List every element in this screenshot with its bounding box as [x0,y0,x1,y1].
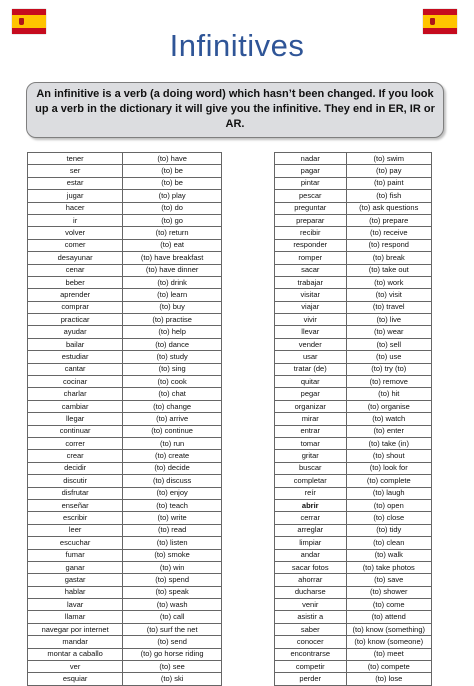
spanish-verb: tratar (de) [275,363,347,375]
english-translation: (to) read [123,524,222,536]
spanish-verb: sacar [275,264,347,276]
english-translation: (to) surf the net [123,623,222,635]
english-translation: (to) sing [123,363,222,375]
english-translation: (to) ask questions [346,202,432,214]
table-row [28,611,222,623]
english-translation: (to) smoke [123,549,222,561]
table-row [28,239,222,251]
english-translation: (to) teach [123,499,222,511]
spanish-verb: fumar [28,549,123,561]
spanish-verb: mirar [275,413,347,425]
spanish-verb: estudiar [28,351,123,363]
table-row [28,462,222,474]
table-row [28,413,222,425]
spanish-verb: comprar [28,301,123,313]
english-translation: (to) organise [346,400,432,412]
english-translation: (to) enjoy [123,487,222,499]
english-translation: (to) receive [346,227,432,239]
table-row [28,227,222,239]
table-row [275,648,432,660]
english-translation: (to) change [123,400,222,412]
english-translation: (to) spend [123,574,222,586]
spanish-verb: competir [275,661,347,673]
english-translation: (to) pay [346,165,432,177]
table-row [275,289,432,301]
table-row [275,499,432,511]
table-row [275,165,432,177]
english-translation: (to) study [123,351,222,363]
table-row [275,239,432,251]
spanish-verb: gastar [28,574,123,586]
spanish-verb: mandar [28,636,123,648]
table-row [275,425,432,437]
spanish-verb: arreglar [275,524,347,536]
spanish-verb: asistir a [275,611,347,623]
table-row [28,623,222,635]
table-row [28,524,222,536]
english-translation: (to) tidy [346,524,432,536]
table-row [28,499,222,511]
table-row [275,264,432,276]
english-translation: (to) eat [123,239,222,251]
table-row [275,549,432,561]
spanish-verb: ahorrar [275,574,347,586]
english-translation: (to) wear [346,326,432,338]
english-translation: (to) complete [346,475,432,487]
english-translation: (to) dance [123,338,222,350]
table-row [28,264,222,276]
english-translation: (to) swim [346,153,432,165]
english-translation: (to) remove [346,376,432,388]
spanish-verb: trabajar [275,276,347,288]
table-row [28,512,222,524]
table-row [275,661,432,673]
spanish-verb: enseñar [28,499,123,511]
spanish-verb: disfrutar [28,487,123,499]
english-translation: (to) know (something) [346,623,432,635]
spanish-verb: recibir [275,227,347,239]
spanish-verb: decidir [28,462,123,474]
english-translation: (to) learn [123,289,222,301]
english-translation: (to) close [346,512,432,524]
table-row [28,153,222,165]
spanish-verb: pagar [275,165,347,177]
vocab-table-right [274,152,432,686]
spanish-verb: limpiar [275,537,347,549]
spanish-verb: charlar [28,388,123,400]
spanish-verb: leer [28,524,123,536]
spanish-verb: cambiar [28,400,123,412]
english-translation: (to) visit [346,289,432,301]
spanish-verb: perder [275,673,347,685]
table-row [275,400,432,412]
spanish-verb: preguntar [275,202,347,214]
spanish-verb: pescar [275,190,347,202]
spanish-verb: navegar por internet [28,623,123,635]
spanish-verb: hablar [28,586,123,598]
table-row [275,586,432,598]
spanish-verb: cerrar [275,512,347,524]
table-row [275,153,432,165]
spanish-verb: lavar [28,599,123,611]
table-row [28,202,222,214]
table-row [28,549,222,561]
table-row [28,475,222,487]
table-row [28,673,222,685]
spanish-verb: correr [28,437,123,449]
english-translation: (to) write [123,512,222,524]
english-translation: (to) send [123,636,222,648]
spanish-verb: escuchar [28,537,123,549]
table-row [275,363,432,375]
spanish-verb: bailar [28,338,123,350]
table-row [28,450,222,462]
english-translation: (to) ski [123,673,222,685]
spanish-verb: encontrarse [275,648,347,660]
table-row [275,450,432,462]
spanish-verb: ganar [28,561,123,573]
english-translation: (to) have breakfast [123,252,222,264]
spanish-verb: hacer [28,202,123,214]
english-translation: (to) be [123,165,222,177]
english-translation: (to) be [123,177,222,189]
spanish-verb: ver [28,661,123,673]
english-translation: (to) have [123,153,222,165]
english-translation: (to) hit [346,388,432,400]
english-translation: (to) take (in) [346,437,432,449]
table-row [275,202,432,214]
table-row [28,190,222,202]
table-row [275,252,432,264]
english-translation: (to) listen [123,537,222,549]
table-row [28,301,222,313]
spanish-verb: nadar [275,153,347,165]
english-translation: (to) help [123,326,222,338]
english-translation: (to) drink [123,276,222,288]
table-row [275,673,432,685]
spanish-verb: entrar [275,425,347,437]
spanish-verb: ir [28,214,123,226]
table-row [28,425,222,437]
table-row [275,388,432,400]
english-translation: (to) attend [346,611,432,623]
english-translation: (to) shower [346,586,432,598]
spanish-verb: responder [275,239,347,251]
spanish-verb: practicar [28,314,123,326]
spanish-verb: escribir [28,512,123,524]
english-translation: (to) live [346,314,432,326]
english-translation: (to) clean [346,537,432,549]
spanish-verb: andar [275,549,347,561]
spanish-verb: completar [275,475,347,487]
spanish-verb: ser [28,165,123,177]
table-row [275,512,432,524]
spanish-verb: crear [28,450,123,462]
english-translation: (to) enter [346,425,432,437]
english-translation: (to) practise [123,314,222,326]
english-translation: (to) save [346,574,432,586]
table-row [28,388,222,400]
table-row [275,574,432,586]
spanish-verb: visitar [275,289,347,301]
table-row [28,561,222,573]
table-row [28,537,222,549]
english-translation: (to) play [123,190,222,202]
spanish-verb: sacar fotos [275,561,347,573]
english-translation: (to) have dinner [123,264,222,276]
table-row [28,363,222,375]
table-row [275,599,432,611]
english-translation: (to) use [346,351,432,363]
table-row [28,276,222,288]
table-row [275,276,432,288]
table-row [275,326,432,338]
spanish-verb: jugar [28,190,123,202]
table-row [275,475,432,487]
english-translation: (to) win [123,561,222,573]
spanish-verb: pintar [275,177,347,189]
english-translation: (to) go [123,214,222,226]
english-translation: (to) return [123,227,222,239]
spanish-verb: llamar [28,611,123,623]
table-row [28,400,222,412]
spanish-verb: cenar [28,264,123,276]
english-translation: (to) watch [346,413,432,425]
table-row [28,487,222,499]
spanish-verb: cocinar [28,376,123,388]
spanish-verb: reír [275,487,347,499]
table-row [28,599,222,611]
spanish-verb: usar [275,351,347,363]
table-row [275,487,432,499]
english-translation: (to) respond [346,239,432,251]
english-translation: (to) walk [346,549,432,561]
spanish-verb: desayunar [28,252,123,264]
table-row [275,314,432,326]
intro-box: An infinitive is a verb (a doing word) which hasn’t been changed. If you look up a verb in the dictionary it will give you the infinitive. They end in ER, IR or AR. [26,82,444,138]
table-row [28,661,222,673]
spanish-verb: organizar [275,400,347,412]
spanish-verb: beber [28,276,123,288]
english-translation: (to) fish [346,190,432,202]
spanish-verb: venir [275,599,347,611]
spanish-verb: romper [275,252,347,264]
english-translation: (to) run [123,437,222,449]
english-translation: (to) sell [346,338,432,350]
table-row [275,301,432,313]
table-row [275,413,432,425]
spanish-verb: montar a caballo [28,648,123,660]
english-translation: (to) know (someone) [346,636,432,648]
spanish-verb: llegar [28,413,123,425]
spanish-verb: volver [28,227,123,239]
table-row [275,524,432,536]
spanish-verb: vender [275,338,347,350]
english-translation: (to) come [346,599,432,611]
table-row [28,214,222,226]
table-row [275,623,432,635]
english-translation: (to) wash [123,599,222,611]
english-translation: (to) see [123,661,222,673]
table-row [275,376,432,388]
table-row [28,351,222,363]
table-row [275,561,432,573]
english-translation: (to) paint [346,177,432,189]
table-row [28,314,222,326]
spanish-verb: vivir [275,314,347,326]
spanish-verb: buscar [275,462,347,474]
english-translation: (to) decide [123,462,222,474]
spanish-verb: llevar [275,326,347,338]
english-translation: (to) arrive [123,413,222,425]
table-row [28,326,222,338]
english-translation: (to) discuss [123,475,222,487]
table-row [28,636,222,648]
spanish-verb: discutir [28,475,123,487]
spanish-verb: cantar [28,363,123,375]
english-translation: (to) meet [346,648,432,660]
spanish-verb: ayudar [28,326,123,338]
spanish-verb: pegar [275,388,347,400]
english-translation: (to) create [123,450,222,462]
table-row [28,289,222,301]
spanish-verb: gritar [275,450,347,462]
english-translation: (to) shout [346,450,432,462]
spanish-verb: esquiar [28,673,123,685]
english-translation: (to) cook [123,376,222,388]
spanish-verb: continuar [28,425,123,437]
table-row [28,376,222,388]
english-translation: (to) speak [123,586,222,598]
spanish-verb: preparar [275,214,347,226]
spanish-verb: conocer [275,636,347,648]
english-translation: (to) compete [346,661,432,673]
table-row [28,437,222,449]
spanish-verb: comer [28,239,123,251]
spanish-verb: quitar [275,376,347,388]
table-row [275,177,432,189]
english-translation: (to) go horse riding [123,648,222,660]
page-title: Infinitives [169,28,305,63]
english-translation: (to) laugh [346,487,432,499]
spanish-verb: tomar [275,437,347,449]
spanish-verb: saber [275,623,347,635]
table-row [275,537,432,549]
english-translation: (to) prepare [346,214,432,226]
table-row [275,462,432,474]
table-row [275,338,432,350]
english-translation: (to) call [123,611,222,623]
spanish-verb: ducharse [275,586,347,598]
english-translation: (to) work [346,276,432,288]
table-row [28,177,222,189]
english-translation: (to) lose [346,673,432,685]
english-translation: (to) look for [346,462,432,474]
table-row [275,611,432,623]
spanish-verb: abrir [275,499,347,511]
table-row [28,165,222,177]
table-row [275,437,432,449]
english-translation: (to) try (to) [346,363,432,375]
spanish-verb: viajar [275,301,347,313]
spanish-verb: aprender [28,289,123,301]
table-row [28,338,222,350]
table-row [28,574,222,586]
table-row [28,252,222,264]
table-row [28,586,222,598]
spanish-verb: estar [28,177,123,189]
english-translation: (to) travel [346,301,432,313]
english-translation: (to) take photos [346,561,432,573]
english-translation: (to) take out [346,264,432,276]
table-row [275,351,432,363]
english-translation: (to) chat [123,388,222,400]
english-translation: (to) continue [123,425,222,437]
table-row [275,214,432,226]
vocab-table-left [27,152,222,686]
table-row [275,190,432,202]
table-row [28,648,222,660]
english-translation: (to) break [346,252,432,264]
table-row [275,227,432,239]
table-row [275,636,432,648]
spanish-verb: tener [28,153,123,165]
english-translation: (to) buy [123,301,222,313]
english-translation: (to) do [123,202,222,214]
english-translation: (to) open [346,499,432,511]
